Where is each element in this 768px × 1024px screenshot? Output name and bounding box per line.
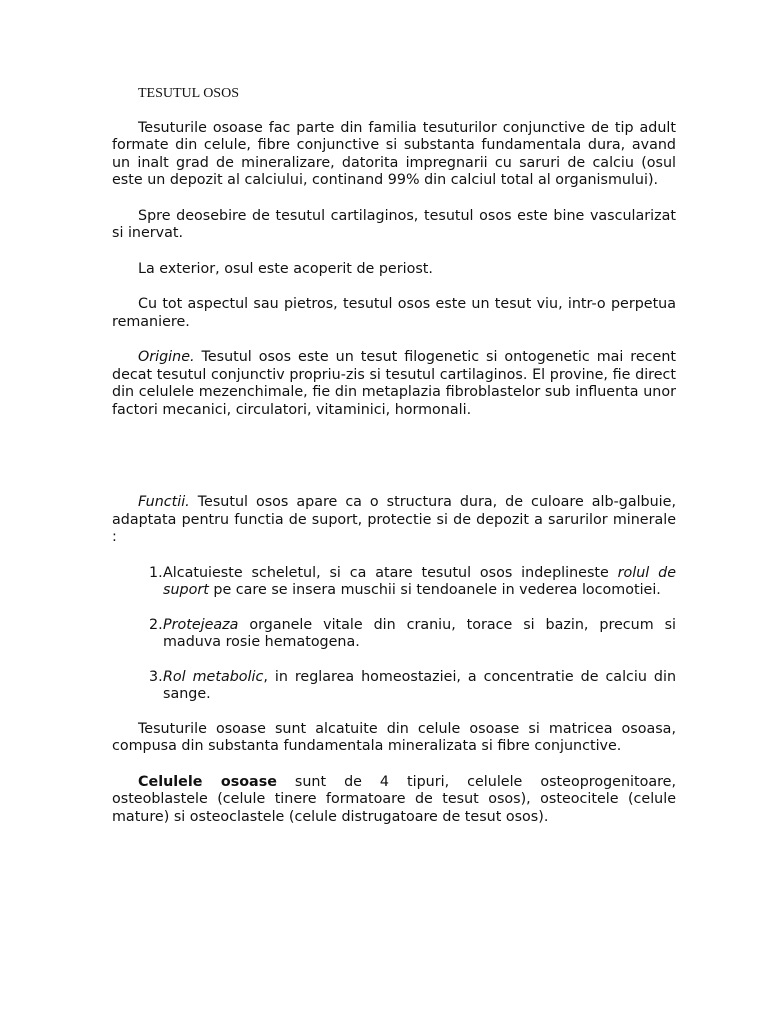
paragraph-cell-types bbox=[112, 774, 676, 827]
list-item bbox=[112, 669, 676, 704]
document-body bbox=[112, 85, 676, 844]
list-item-emphasis: rolul de suport bbox=[163, 564, 676, 598]
paragraph-intro: Tesuturile osoase fac parte din familia tesuturilor conjunctive de tip adult formate din celule, fibre conjunctive si substanta fundamentala dura, avand un inalt grad de mineralizare, datorita impregnarii cu saruri de calciu (osul este un depozit al calciului, continand 99% din calciul total al organismului). bbox=[112, 119, 676, 188]
celule-label: Celulele osoase bbox=[138, 773, 277, 790]
paragraph-functii bbox=[112, 494, 676, 547]
list-item-number: 2. bbox=[149, 616, 163, 633]
paragraph-vascularization: Spre deosebire de tesutul cartilaginos, tesutul osos este bine vascularizat si inervat. bbox=[112, 207, 676, 241]
list-item-number: 1. bbox=[149, 564, 163, 581]
functii-label: Functii. bbox=[138, 494, 190, 510]
list-item bbox=[112, 617, 676, 652]
list-item bbox=[112, 565, 676, 600]
document-title: TESUTUL OSOS bbox=[138, 86, 239, 101]
origine-text: Tesutul osos este un tesut filogenetic si ontogenetic mai recent decat tesutul conjunctiv propriu-zis si tesutul cartilaginos. El provine, fie direct din celulele mezenchimale, fie din metaplazia fibroblastelor sub influenta unor factori mecanici, circulatori, vitaminici, hormonali. bbox=[112, 349, 676, 418]
list-item-emphasis: Rol metabolic bbox=[163, 668, 264, 685]
paragraph-composition: Tesuturile osoase sunt alcatuite din celule osoase si matricea osoasa, compusa din substanta fundamentala mineralizata si fibre conjunctive. bbox=[112, 720, 676, 754]
list-item-number: 3. bbox=[149, 668, 163, 685]
paragraph-periost: La exterior, osul este acoperit de periost. bbox=[138, 260, 433, 277]
functii-text: Tesutul osos apare ca o structura dura, de culoare alb-galbuie, adaptata pentru functia de suport, protectie si de depozit a sarurilor minerale : bbox=[112, 494, 676, 545]
list-item-text: Alcatuieste scheletul, si ca atare tesutul osos indeplineste rolul de suport pe care se insera muschii si tendoanele in vederea locomotiei. bbox=[163, 564, 676, 598]
list-item-emphasis: Protejeaza bbox=[163, 616, 239, 633]
list-item-text: Protejeaza organele vitale din craniu, torace si bazin, precum si maduva rosie hematogena. bbox=[163, 616, 676, 650]
paragraph-living-tissue: Cu tot aspectul sau pietros, tesutul osos este un tesut viu, intr-o perpetua remaniere. bbox=[112, 296, 676, 330]
origine-label: Origine. bbox=[138, 349, 195, 365]
paragraph-origine bbox=[112, 349, 676, 419]
functions-list bbox=[112, 565, 676, 704]
celule-text: sunt de 4 tipuri, celulele osteoprogenitoare, osteoblastele (celule tinere formatoare de tesut osos), osteocitele (celule mature) si osteoclastele (celule distrugatoare de tesut osos). bbox=[112, 773, 676, 825]
list-item-text: Rol metabolic, in reglarea homeostaziei, a concentratie de calciu din sange. bbox=[163, 668, 677, 702]
